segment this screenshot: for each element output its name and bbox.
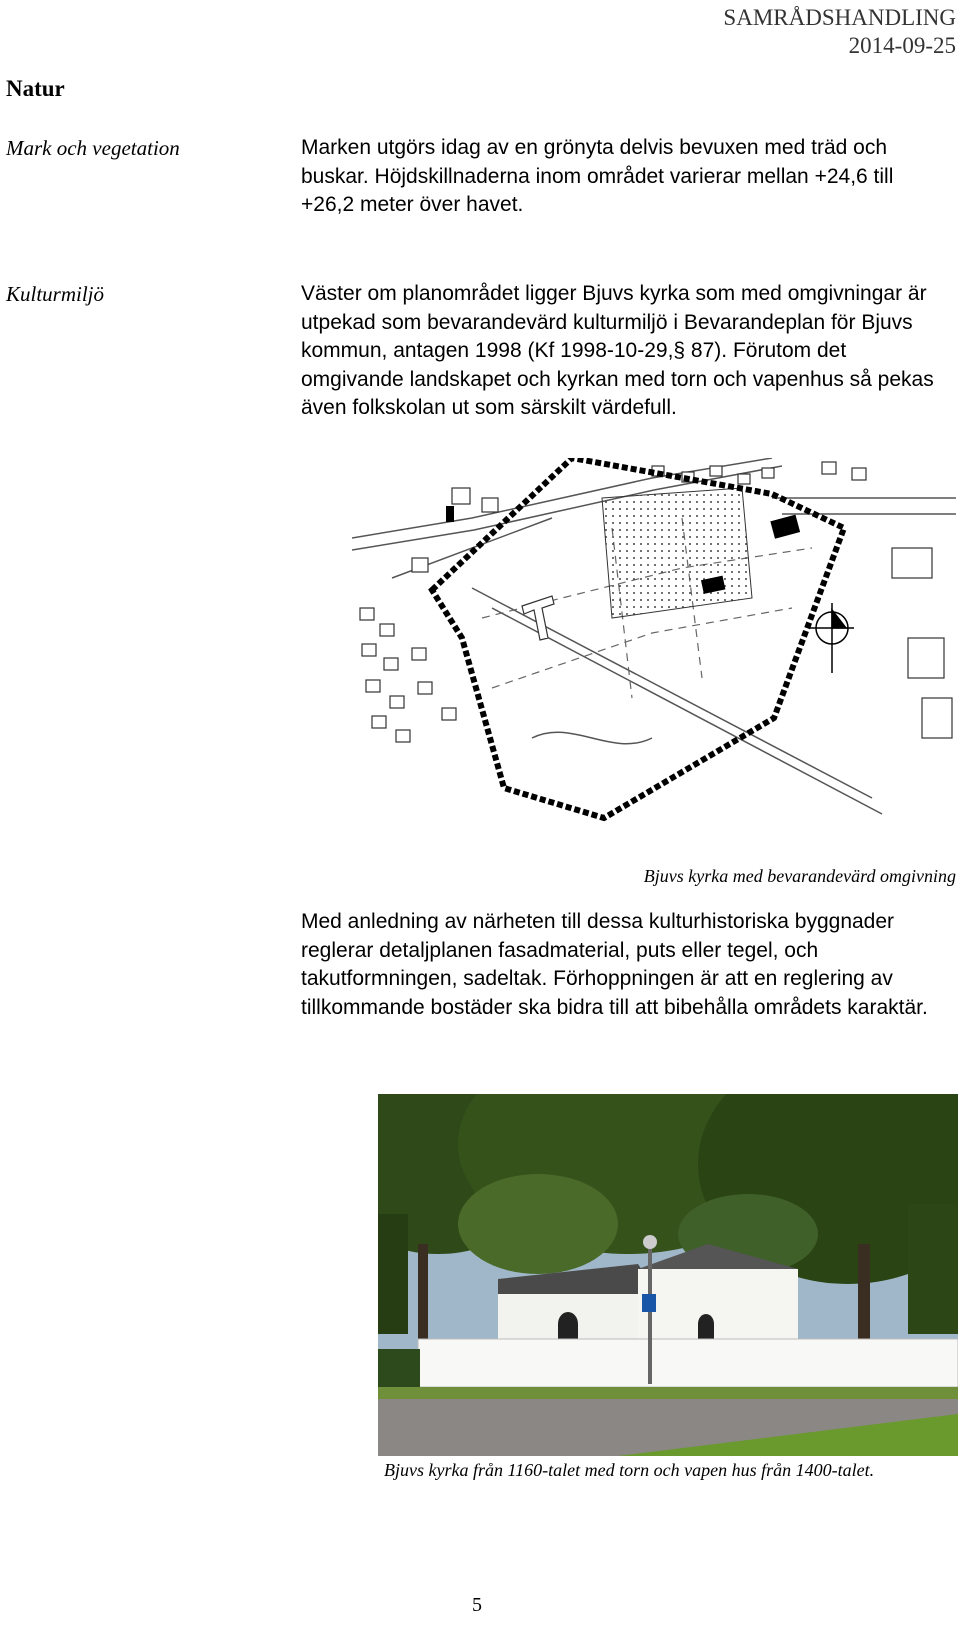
church-photo	[378, 1094, 958, 1456]
map-caption: Bjuvs kyrka med bevarandevärd omgivning	[643, 866, 956, 886]
map-churchyard	[602, 488, 752, 618]
parking-sign-icon	[642, 1294, 656, 1312]
section-title: Natur	[6, 76, 65, 101]
paragraph-regulation: Med anledning av närheten till dessa kulturhistoriska byggnader reglerar detaljplanen fasadmaterial, puts eller tegel, och takutformningen, sadeltak. Förhoppningen är att en reglering av tillkommande bostäder ska bidra till att bibehålla områdets karaktär.	[301, 910, 928, 1019]
photo-wall	[418, 1339, 958, 1387]
paragraph-mark: Marken utgörs idag av en grönyta delvis bevuxen med träd och buskar. Höjdskillnaderna inom området varierar mellan +24,6 till +26,2 meter över havet.	[301, 136, 894, 217]
side-label-mark: Mark och vegetation	[6, 136, 180, 160]
paragraph-kultur: Väster om planområdet ligger Bjuvs kyrka som med omgivningar är utpekad som bevarandevärd kulturmiljö i Bevarandeplan för Bjuvs kommun, antagen 1998 (Kf 1998-10-29,§ 87). Förutom det omgivande landskapet och kyrkan med torn och vapenhus så pekas även folkskolan ut som särskilt värdefull.	[301, 282, 934, 420]
document-type: SAMRÅDSHANDLING	[723, 5, 956, 30]
photo-lamppost	[648, 1244, 652, 1384]
document-date: 2014-09-25	[848, 33, 956, 58]
photo-caption: Bjuvs kyrka från 1160-talet med torn och vapen hus från 1400-talet.	[384, 1460, 875, 1480]
plan-map	[352, 458, 956, 858]
page-number: 5	[472, 1594, 482, 1616]
side-label-kultur: Kulturmiljö	[6, 282, 105, 306]
